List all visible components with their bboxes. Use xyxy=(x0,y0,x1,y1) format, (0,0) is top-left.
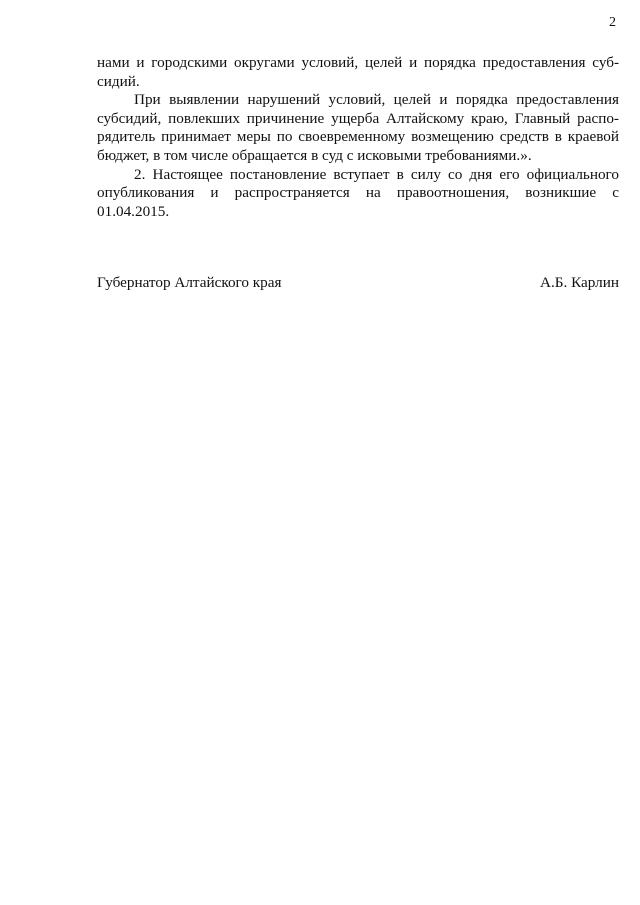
paragraph-effective-date: 2. Настоящее постановление вступает в силу со дня его официального опубликования и распространяется на правоотношения, возникшие с 01.04.2015. xyxy=(97,165,619,220)
signature-name: А.Б. Карлин xyxy=(540,274,619,291)
paragraph-continuation: нами и городскими округами условий, целей и порядка предоставления суб-сидий. xyxy=(97,54,619,90)
signature-position: Губернатор Алтайского края xyxy=(97,274,282,291)
paragraph-violations: При выявлении нарушений условий, целей и порядка предоставления субсидий, повлекших причинение ущерба Алтайскому краю, Главный распо-рядитель принимает меры по своевременному возмещению средств в краевой бюджет, в том числе обращается в суд с исковыми требованиями.». xyxy=(97,91,619,164)
signature-block xyxy=(97,274,619,293)
document-body xyxy=(97,54,619,221)
page-number: 2 xyxy=(609,15,616,30)
